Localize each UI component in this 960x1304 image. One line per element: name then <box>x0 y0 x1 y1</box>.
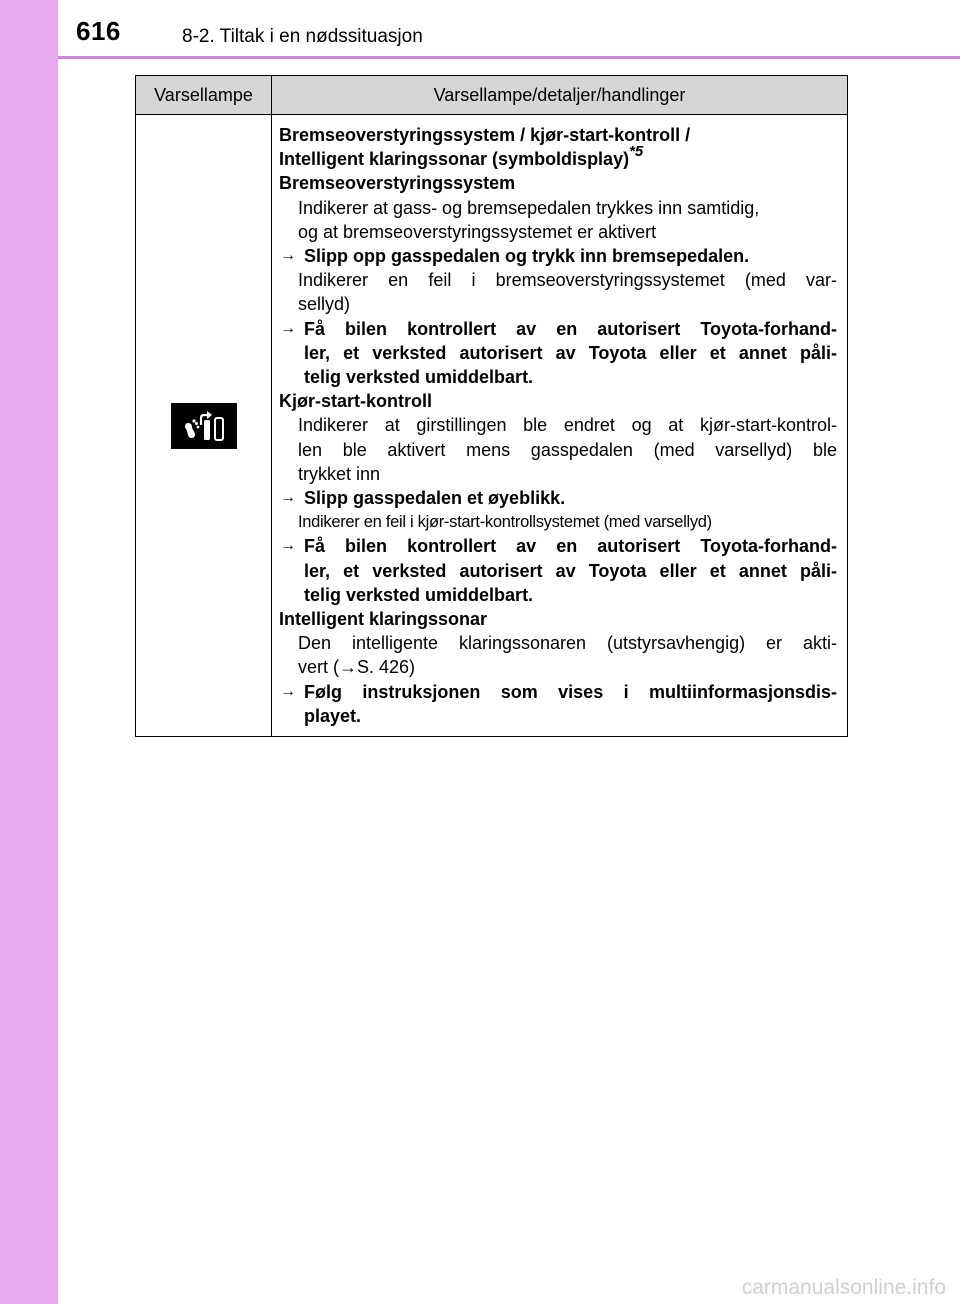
action-text: playet. <box>304 705 362 726</box>
side-tab-band <box>0 0 58 1304</box>
row-title-line2 <box>279 143 837 171</box>
arrow-right-icon: → <box>280 247 296 265</box>
action-item <box>279 317 837 390</box>
footnote-mark: *5 <box>629 143 644 161</box>
details-cell <box>272 115 848 737</box>
action-text: Få bilen kontrollert av en autorisert Toyota-forhand- <box>304 318 837 339</box>
arrow-right-icon: → <box>280 682 296 700</box>
action-text: Slipp gasspedalen et øyeblikk. <box>304 488 566 509</box>
action-item <box>279 680 837 728</box>
column-header-details: Varsellampe/detaljer/handlinger <box>272 76 848 115</box>
action-text: Slipp opp gasspedalen og trykk inn bremsepedalen. <box>304 246 750 267</box>
watermark: carmanualsonline.info <box>741 1276 946 1299</box>
indication-text: Indikerer at girstillingen ble endret og at kjør-start-kontrol- <box>298 415 837 436</box>
action-text: telig verksted umiddelbart. <box>304 584 534 605</box>
icon-cell <box>136 115 272 737</box>
table-header-row <box>136 76 848 115</box>
section-heading: Bremseoverstyringssystem <box>279 173 516 194</box>
action-text: Få bilen kontrollert av en autorisert Toyota-forhand- <box>304 536 837 557</box>
indication-text: trykket inn <box>298 463 381 484</box>
indication-text: Indikerer en feil i kjør-start-kontrollsystemet (med varsellyd) <box>298 513 712 532</box>
action-text: telig verksted umiddelbart. <box>304 367 534 388</box>
table-row <box>136 115 848 737</box>
action-text: Følg instruksjonen som vises i multiinformasjonsdis- <box>304 681 837 702</box>
action-item <box>279 486 837 510</box>
row-title-text: Intelligent klaringssonar (symboldisplay) <box>279 149 630 170</box>
arrow-right-icon: → <box>280 537 296 555</box>
indication-text: sellyd) <box>298 294 351 315</box>
action-item <box>279 534 837 607</box>
indication-text: len ble aktivert mens gasspedalen (med varsellyd) ble <box>298 439 837 460</box>
header-rule <box>58 56 960 59</box>
indication-text: og at bremseoverstyringssystemet er aktivert <box>298 221 657 242</box>
section-heading: Intelligent klaringssonar <box>279 609 488 630</box>
column-header-lamp: Varsellampe <box>136 76 272 115</box>
warning-light-table <box>135 75 848 737</box>
indication-text: Indikerer en feil i bremseoverstyringssystemet (med var- <box>298 270 837 291</box>
action-text: ler, et verksted autorisert av Toyota eller et annet påli- <box>304 342 837 363</box>
page-number: 616 <box>76 16 121 46</box>
indication-text: Indikerer at gass- og bremsepedalen trykkes inn samtidig, <box>298 197 760 218</box>
arrow-right-icon: → <box>339 657 358 678</box>
brake-override-warning-icon <box>171 403 237 449</box>
section-title: 8-2. Tiltak i en nødssituasjon <box>182 26 423 47</box>
action-item <box>279 244 837 268</box>
action-text: ler, et verksted autorisert av Toyota eller et annet påli- <box>304 560 837 581</box>
arrow-right-icon: → <box>280 489 296 507</box>
section-heading: Kjør-start-kontroll <box>279 391 432 412</box>
indication-text: Den intelligente klaringssonaren (utstyrsavhengig) er akti- <box>298 633 837 654</box>
indication-text <box>279 655 837 679</box>
arrow-right-icon: → <box>280 319 296 337</box>
indication-text-part: vert ( <box>298 657 340 678</box>
row-title: Bremseoverstyringssystem / kjør-start-kontroll / <box>279 125 691 145</box>
page-reference: S. 426) <box>357 657 416 678</box>
